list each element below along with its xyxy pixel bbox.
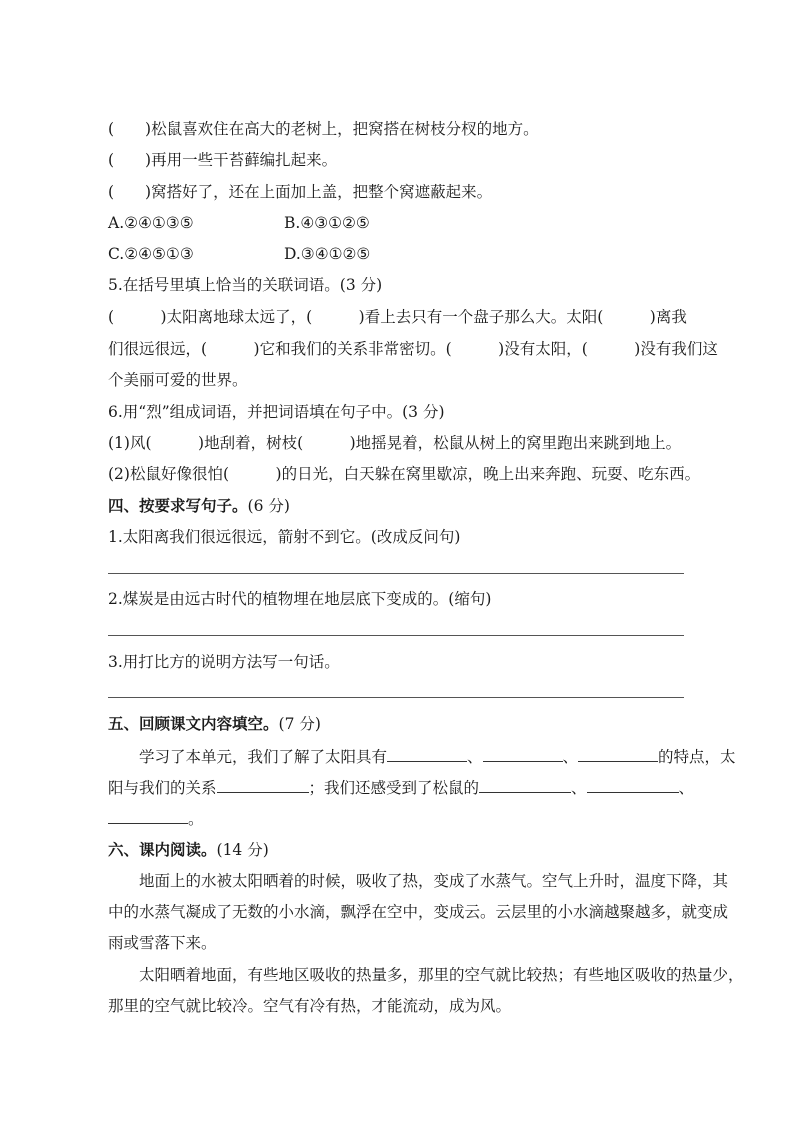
q5-line-1 [108, 306, 687, 328]
section-4-heading [108, 495, 290, 517]
sec5-sep: 、 [571, 779, 587, 797]
sec5-text: 的特点，太 [658, 748, 736, 766]
q6-text[interactable]: (2)松鼠好像很怕( ) [108, 465, 282, 483]
option-b[interactable]: B.④③①②⑤ [284, 214, 370, 232]
q6-sentence-1 [108, 432, 681, 454]
answer-paren[interactable]: ( ) [108, 120, 152, 138]
answer-paren[interactable]: ( ) [108, 151, 152, 169]
sec5-end: 。 [188, 810, 204, 828]
sec5-line-2 [108, 776, 694, 799]
option-d[interactable]: D.③④①②⑤ [284, 245, 371, 263]
answer-line[interactable] [108, 635, 684, 636]
sec5-text: 学习了本单元，我们了解了太阳具有 [139, 748, 388, 766]
sec4-q3: 3.用打比方的说明方法写一句话。 [108, 653, 340, 671]
q5-text: 离我 [655, 308, 687, 326]
answer-paren[interactable]: ( ) [108, 308, 167, 326]
section-points: (6 分) [247, 497, 290, 515]
reading-text: 太阳晒着地面，有些地区吸收的热量多，那里的空气就比较热；有些地区吸收的热量少， [139, 966, 744, 984]
options-row-1 [108, 212, 370, 234]
q5-line-3: 个美丽可爱的世界。 [108, 371, 248, 389]
section-5-heading [108, 713, 321, 735]
reading-p1-line-3: 雨或雪落下来。 [108, 934, 217, 952]
q6-text[interactable]: (1)风( ) [108, 434, 205, 452]
reading-text: 地面上的水被太阳晒着的时候，吸收了热，变成了水蒸气。空气上升时，温度下降，其 [139, 872, 729, 890]
section-title: 六、课内阅读。 [108, 840, 217, 859]
sec5-line-3 [108, 807, 204, 830]
fill-blank[interactable] [387, 745, 467, 762]
fill-blank[interactable] [217, 776, 309, 793]
option-c[interactable]: C.②④⑤①③ [108, 245, 194, 263]
q5-text: 它和我们的关系非常密切。( ) [259, 340, 505, 358]
sec5-text: ；我们还感受到了松鼠的 [308, 779, 480, 797]
option-a[interactable]: A.②④①③⑤ [108, 214, 194, 232]
reading-p2-line-2: 那里的空气就比较冷。空气有冷有热，才能流动，成为风。 [108, 997, 512, 1015]
order-item-2 [108, 149, 337, 171]
q5-text: 看上去只有一个盘子那么大。太阳( ) [364, 308, 656, 326]
q5-text: 没有太阳，( ) [504, 340, 641, 358]
q5-text: 太阳离地球太远了，( ) [166, 308, 365, 326]
answer-line[interactable] [108, 573, 684, 574]
q5-title: 5.在括号里填上恰当的关联词语。(3 分) [108, 276, 383, 294]
q6-text: 地摇晃着，松鼠从树上的窝里跑出来跳到地上。 [355, 434, 682, 452]
q6-text[interactable]: 地刮着，树枝( ) [204, 434, 356, 452]
reading-p1-line-2: 中的水蒸气凝成了无数的小水滴，飘浮在空中，变成云。云层里的小水滴越聚越多，就变成 [108, 903, 729, 921]
q5-line-2 [108, 338, 718, 360]
fill-blank[interactable] [483, 745, 563, 762]
options-row-2 [108, 243, 370, 265]
q6-title: 6.用“烈”组成词语，并把词语填在句子中。(3 分) [108, 403, 445, 421]
fill-blank[interactable] [479, 776, 571, 793]
sec4-q2: 2.煤炭是由远古时代的植物埋在地层底下变成的。(缩句) [108, 590, 492, 608]
order-item-text: 松鼠喜欢住在高大的老树上，把窝搭在树枝分杈的地方。 [151, 120, 539, 138]
sec4-q1: 1.太阳离我们很远很远，箭射不到它。(改成反问句) [108, 528, 461, 546]
sec5-sep: 、 [678, 779, 695, 797]
sec5-text: 阳与我们的关系 [108, 779, 217, 797]
sec5-line-1 [108, 745, 736, 768]
section-points: (14 分) [216, 841, 269, 859]
section-title: 五、回顾课文内容填空。 [108, 714, 279, 733]
section-points: (7 分) [278, 715, 321, 733]
reading-p2-line-1 [108, 964, 744, 986]
answer-paren[interactable]: ( ) [108, 183, 152, 201]
order-item-text: 再用一些干苔藓编扎起来。 [151, 151, 338, 169]
sec5-sep: 、 [467, 748, 483, 766]
q5-text: 们很远很远，( ) [108, 340, 260, 358]
fill-blank[interactable] [108, 807, 188, 824]
order-item-3 [108, 181, 492, 203]
section-title: 四、按要求写句子。 [108, 496, 248, 515]
q6-text: 的日光，白天躲在窝里歇凉，晚上出来奔跑、玩耍、吃东西。 [281, 465, 701, 483]
reading-p1-line-1 [108, 870, 728, 892]
q5-text: 没有我们这 [640, 340, 718, 358]
fill-blank[interactable] [578, 745, 658, 762]
order-item-1 [108, 118, 539, 140]
section-6-heading [108, 839, 269, 861]
order-item-text: 窝搭好了，还在上面加上盖，把整个窝遮蔽起来。 [151, 183, 493, 201]
answer-line[interactable] [108, 697, 684, 698]
fill-blank[interactable] [587, 776, 679, 793]
sec5-sep: 、 [562, 748, 579, 766]
q6-sentence-2 [108, 463, 700, 485]
